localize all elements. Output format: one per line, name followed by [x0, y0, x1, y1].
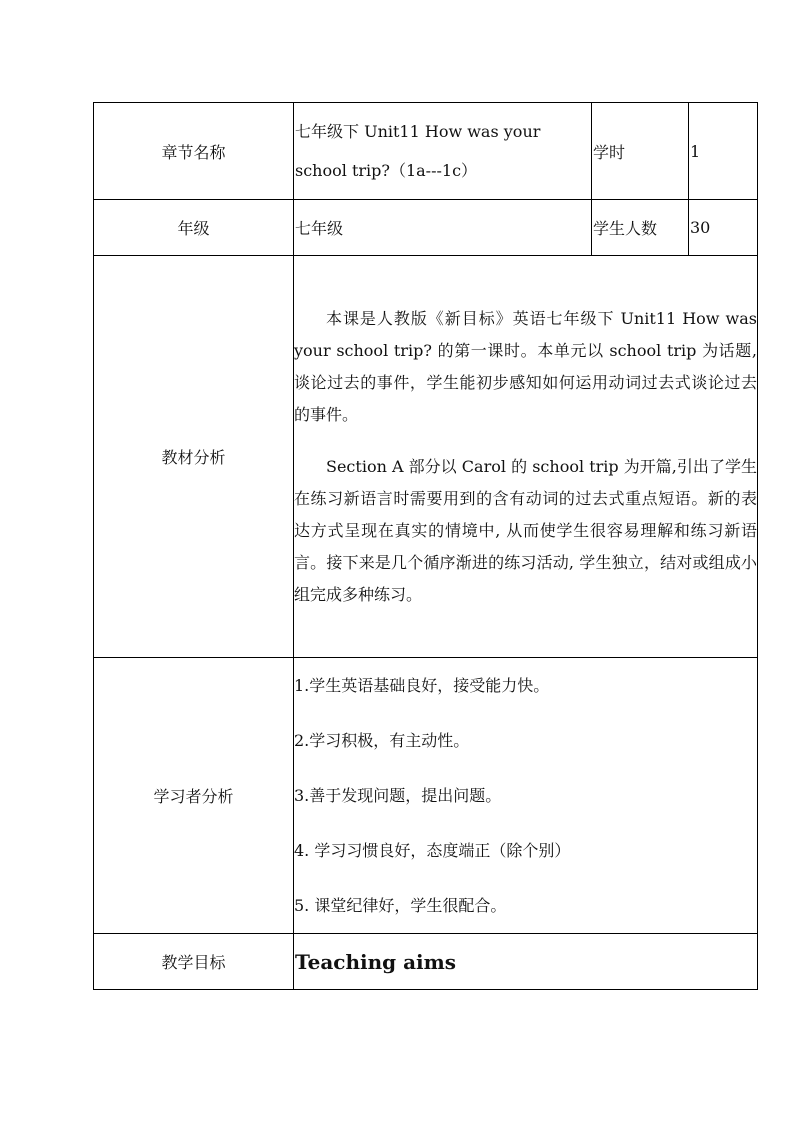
- hours-label-cell: [592, 103, 689, 200]
- hours-label: 学时: [593, 142, 626, 162]
- row-grade: [94, 200, 758, 256]
- chapter-label-cell: [94, 103, 294, 200]
- learners-content-cell: [294, 658, 758, 934]
- learner-item: 5. 课堂纪律好，学生很配合。: [294, 896, 507, 915]
- material-label-cell: [94, 256, 294, 658]
- learner-item: 2.学习积极，有主动性。: [294, 731, 470, 750]
- students-value: 30: [690, 218, 711, 237]
- learner-item: 3.善于发现问题，提出问题。: [294, 786, 502, 805]
- students-label-cell: [592, 200, 689, 256]
- grade-value: 七年级: [295, 219, 344, 238]
- lesson-plan-table: [93, 102, 758, 990]
- grade-label-cell: [94, 200, 294, 256]
- students-label: 学生人数: [593, 219, 658, 238]
- row-aims: [94, 934, 758, 990]
- row-material: [94, 256, 758, 658]
- material-paragraph-1: 本课是人教版《新目标》英语七年级下 Unit11 How was your school trip? 的第一课时。本单元以 school trip 为话题, 谈论过去的事件，学生能初步感知如何运用动词过去式谈论过去的事件。: [294, 308, 757, 424]
- material-content-cell: [294, 256, 758, 658]
- chapter-value-cell: [294, 103, 592, 200]
- learners-label-cell: [94, 658, 294, 934]
- learner-item: 4. 学习习惯良好，态度端正（除个别）: [294, 841, 571, 860]
- row-chapter: [94, 103, 758, 200]
- learner-item: 1.学生英语基础良好，接受能力快。: [294, 676, 550, 695]
- aims-label: 教学目标: [161, 953, 226, 972]
- aims-label-cell: [94, 934, 294, 990]
- material-paragraph-2: Section A 部分以 Carol 的 school trip 为开篇,引出了学生在练习新语言时需要用到的含有动词的过去式重点短语。新的表达方式呈现在真实的情境中, 从而使学生很容易理解和练习新语言。接下来是几个循序渐进的练习活动, 学生独立，结对或组成小组完成多种练习。: [294, 456, 757, 604]
- hours-value-cell: [689, 103, 758, 200]
- students-value-cell: [689, 200, 758, 256]
- learners-label: 学习者分析: [153, 787, 234, 806]
- aims-heading: Teaching aims: [295, 949, 457, 974]
- row-learners: [94, 658, 758, 934]
- grade-value-cell: [294, 200, 592, 256]
- aims-content-cell: [294, 934, 758, 990]
- chapter-value-line1: 七年级下 Unit11 How was your: [295, 122, 541, 141]
- chapter-value-line2: school trip?（1a---1c）: [295, 161, 478, 180]
- material-label: 教材分析: [161, 448, 226, 467]
- chapter-label: 章节名称: [161, 142, 226, 162]
- hours-value: 1: [690, 141, 701, 161]
- grade-label: 年级: [177, 219, 210, 238]
